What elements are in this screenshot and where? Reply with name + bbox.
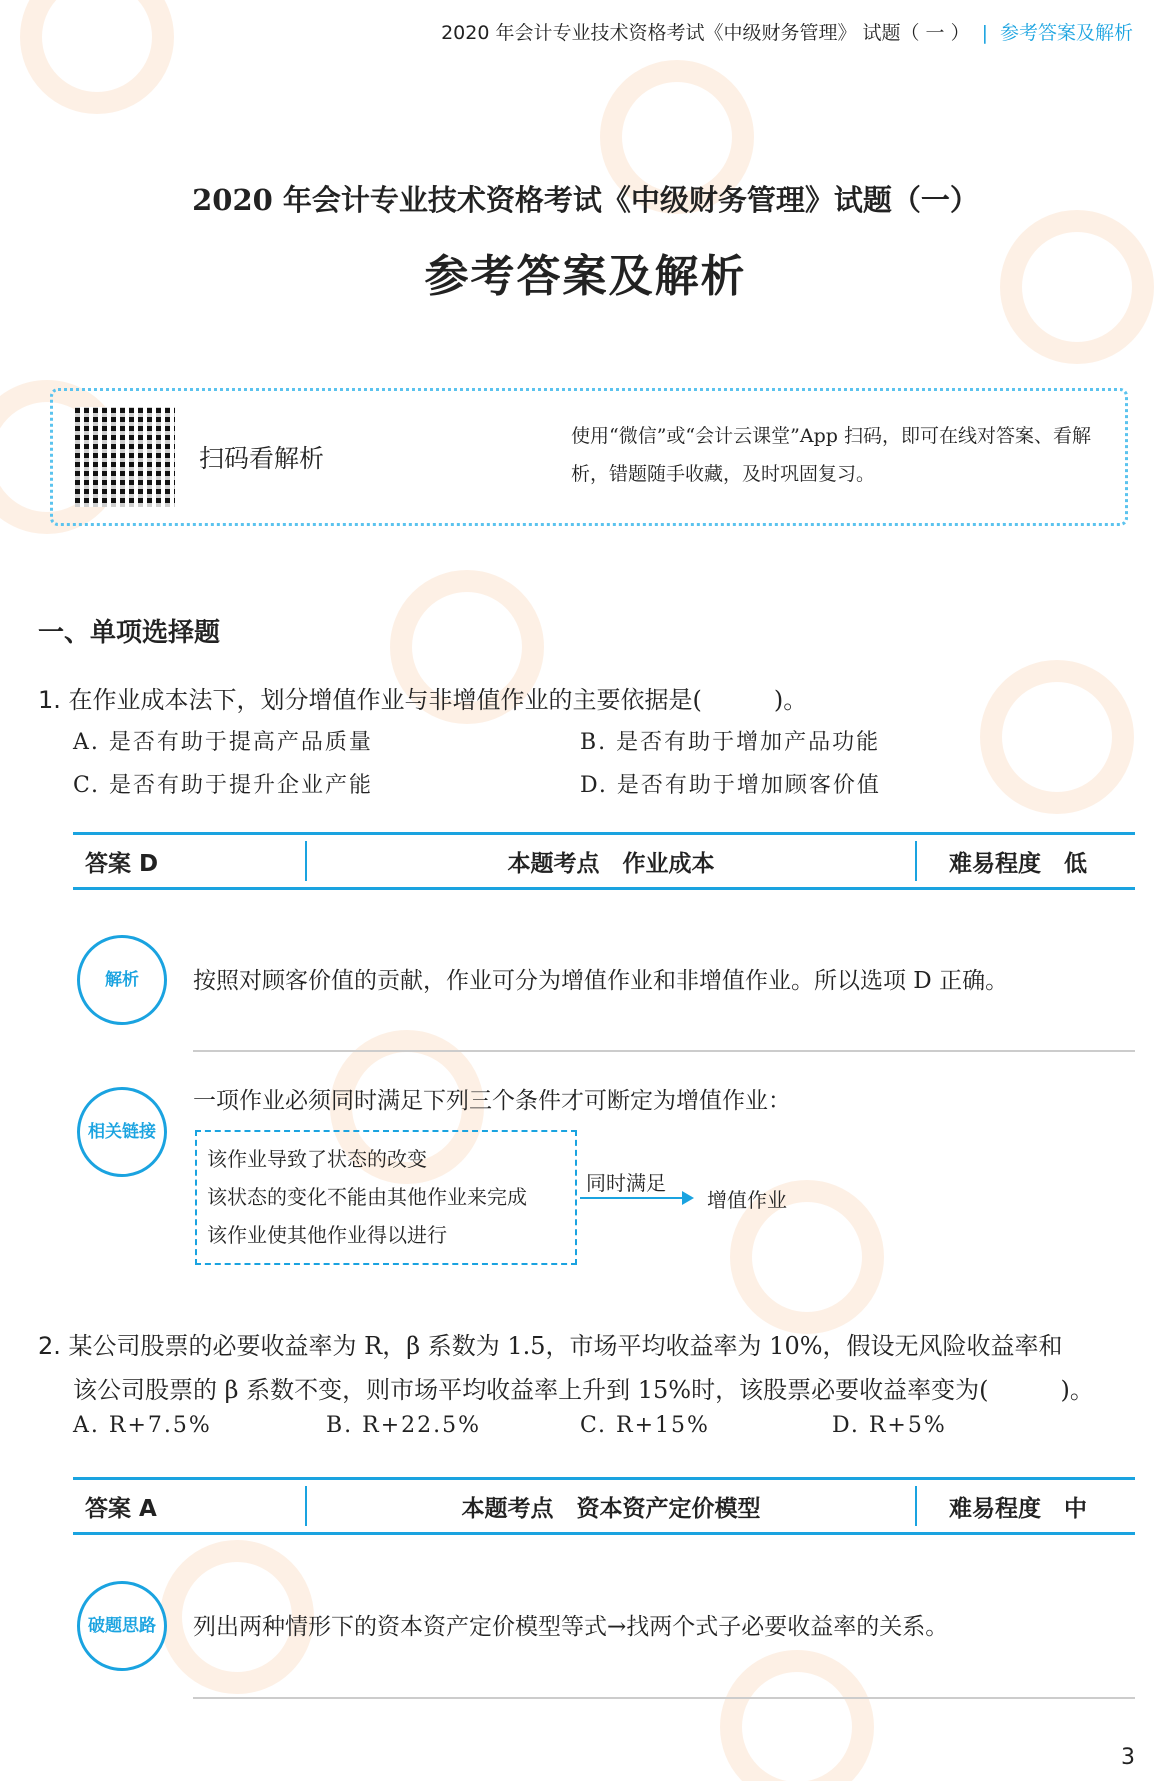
- condition: 该作业使其他作业得以进行: [207, 1223, 447, 1247]
- watermark-logo: [980, 660, 1134, 814]
- qr-label: 扫码看解析: [199, 444, 325, 473]
- option-d: D. R+5%: [832, 1413, 947, 1438]
- question-2-line2: 该公司股票的 β 系数不变，则市场平均收益率上升到 15%时，该股票必要收益率变为( )。: [73, 1376, 1094, 1404]
- section-heading: 一、单项选择题: [38, 618, 221, 648]
- arrow-label: 同时满足: [586, 1171, 666, 1195]
- page-number: 3: [1121, 1745, 1135, 1770]
- answer: 答案 A: [85, 1496, 157, 1522]
- answer-bar: [73, 1477, 1135, 1535]
- document-title: 2020 年会计专业技术资格考试《中级财务管理》试题（一）: [192, 183, 979, 217]
- solution-idea-badge: 破题思路: [77, 1581, 167, 1671]
- qr-code[interactable]: [75, 407, 175, 507]
- question-2: [38, 1326, 1063, 1361]
- analysis-badge: 解析: [77, 935, 167, 1025]
- analysis-text: 按照对顾客价值的贡献，作业可分为增值作业和非增值作业。所以选项 D 正确。: [193, 968, 1009, 994]
- qr-code-box: [50, 388, 1128, 526]
- question-1: [38, 680, 807, 715]
- related-link-badge: 相关链接: [77, 1087, 167, 1177]
- answer: 答案 D: [85, 851, 159, 877]
- question-number: 2.: [38, 1332, 61, 1360]
- option-b: B. 是否有助于增加产品功能: [580, 730, 881, 755]
- difficulty: 难易程度 中: [949, 1496, 1087, 1522]
- difficulty: 难易程度 低: [949, 851, 1087, 877]
- topic: 本题考点 资本资产定价模型: [461, 1496, 761, 1522]
- related-link-text: 一项作业必须同时满足下列三个条件才可断定为增值作业：: [193, 1088, 791, 1114]
- question-text: 在作业成本法下，划分增值作业与非增值作业的主要依据是( )。: [68, 686, 808, 714]
- document-subtitle: 参考答案及解析: [424, 251, 747, 302]
- option-d: D. 是否有助于增加顾客价值: [580, 773, 881, 798]
- option-a: A. R+7.5%: [73, 1413, 212, 1438]
- arrow-icon: [580, 1197, 690, 1199]
- option-c: C. 是否有助于提升企业产能: [73, 773, 374, 798]
- option-a: A. 是否有助于提高产品质量: [73, 730, 373, 755]
- result-label: 增值作业: [707, 1188, 787, 1212]
- question-number: 1.: [38, 686, 61, 714]
- option-b: B. R+22.5%: [326, 1413, 482, 1438]
- topic: 本题考点 作业成本: [507, 851, 715, 877]
- running-header: 2020 年会计专业技术资格考试《中级财务管理》 试题（ 一 ） | 参考答案及解析: [441, 22, 1133, 44]
- watermark-logo: [720, 1650, 874, 1781]
- solution-idea-text: 列出两种情形下的资本资产定价模型等式→找两个式子必要收益率的关系。: [193, 1614, 949, 1640]
- answer-bar: [73, 832, 1135, 890]
- divider: [193, 1050, 1135, 1052]
- watermark-logo: [20, 0, 174, 114]
- conditions-box: [195, 1130, 577, 1265]
- qr-description: 使用“微信”或“会计云课堂”App 扫码，即可在线对答案、看解析，错题随手收藏，及时巩固复习。: [571, 425, 1091, 485]
- option-c: C. R+15%: [580, 1413, 710, 1438]
- condition: 该状态的变化不能由其他作业来完成: [207, 1185, 527, 1209]
- divider: [193, 1697, 1135, 1699]
- question-text: 某公司股票的必要收益率为 R，β 系数为 1.5，市场平均收益率为 10%，假设无风险收益率和: [68, 1332, 1063, 1360]
- header-section: 参考答案及解析: [999, 22, 1133, 44]
- header-title: 2020 年会计专业技术资格考试《中级财务管理》 试题（ 一 ）: [441, 22, 970, 44]
- condition: 该作业导致了状态的改变: [207, 1147, 427, 1171]
